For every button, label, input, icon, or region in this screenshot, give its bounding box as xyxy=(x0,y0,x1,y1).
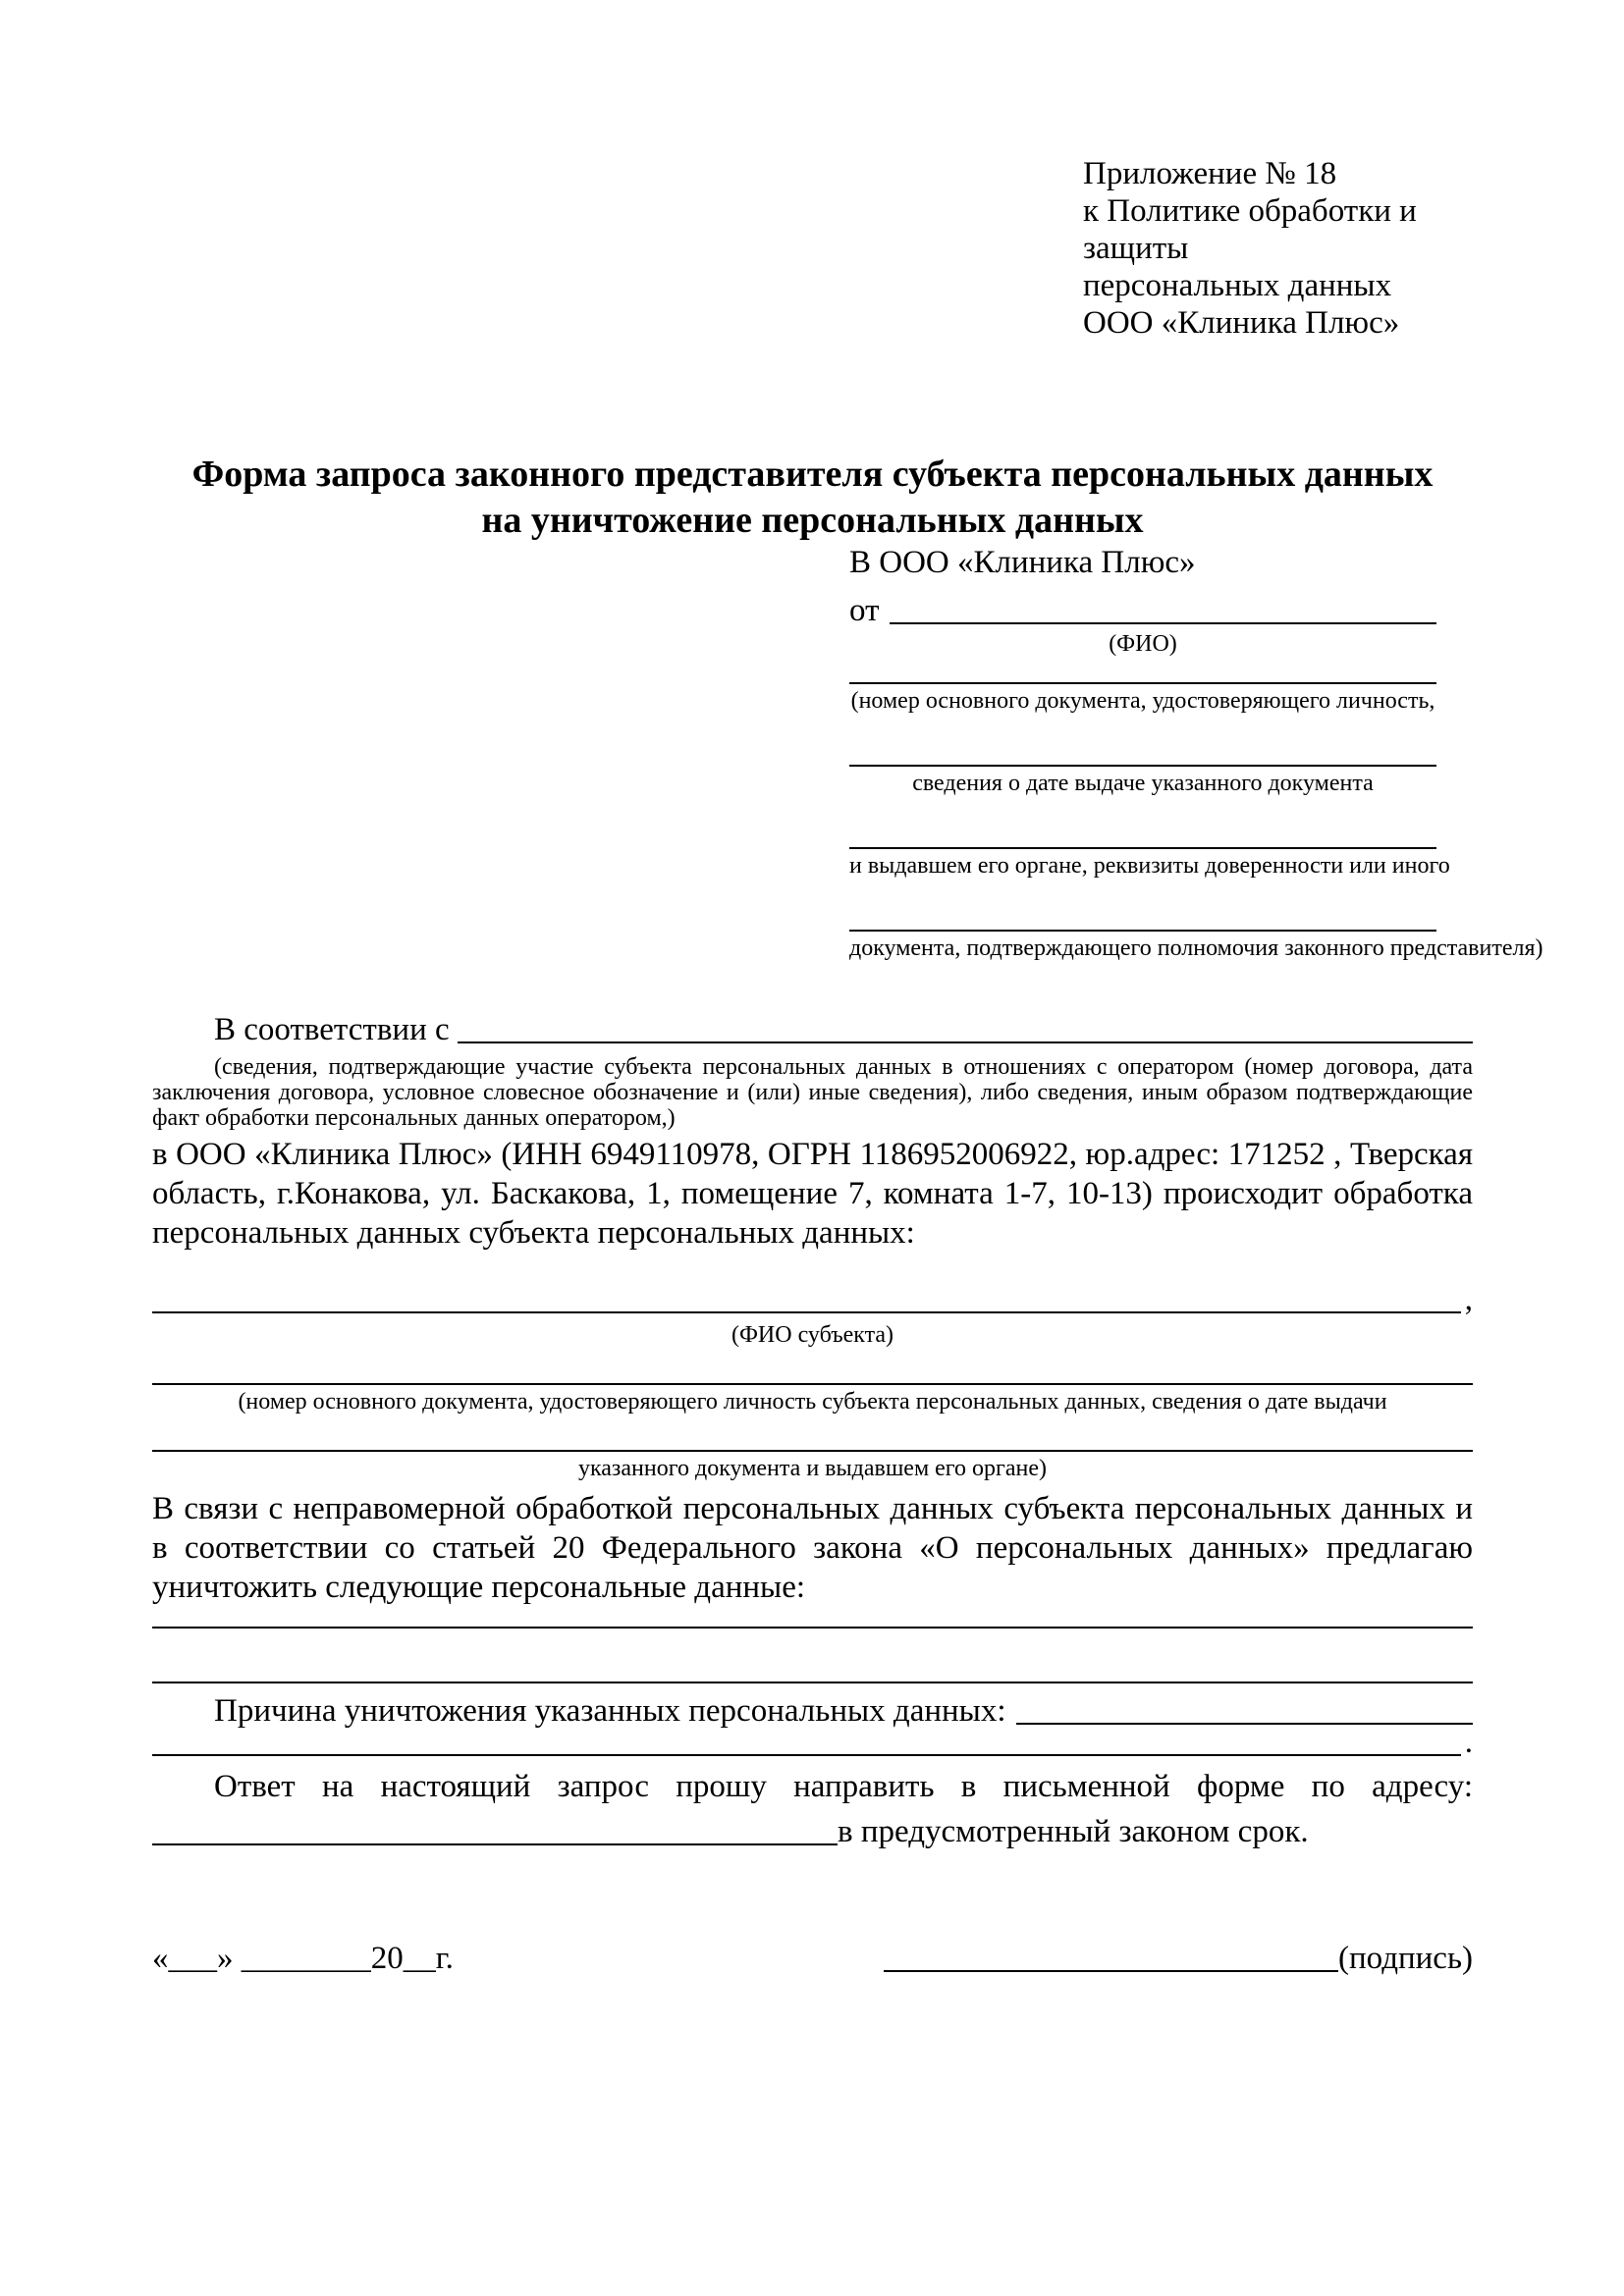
subject-doc-caption-2: указанного документа и выдавшем его органе) xyxy=(577,1456,1048,1481)
signature-write-in-line xyxy=(884,1970,1338,1972)
according-label: В соответствии с xyxy=(214,1012,450,1047)
fine-print: (сведения, подтверждающие участие субъекта персональных данных в отношениях с оператором (номер договора, дата заключения договора, условное словесное обозначение и (или) иные сведения), либо сведения, иным образом подтверждающие факт обработки персональных данных оператором,) xyxy=(152,1054,1473,1131)
write-in-line xyxy=(849,659,1436,684)
document-title-line1: Форма запроса законного представителя субъекта персональных данных xyxy=(191,454,1434,495)
answer-paragraph: Ответ на настоящий запрос прошу направить в письменной форме по адресу: xyxy=(214,1769,1473,1804)
document-title-line2: на уничтожение персональных данных xyxy=(481,500,1144,541)
subject-fio-write-in-line xyxy=(152,1311,1461,1313)
subject-doc-caption-1: (номер основного документа, удостоверяющего личность субъекта персональных данных, сведения о дате выдачи xyxy=(238,1389,1387,1415)
according-row xyxy=(152,1012,1473,1048)
data-write-in-line2 xyxy=(152,1629,1473,1683)
subject-fio-row xyxy=(152,1282,1473,1318)
trailing-comma: , xyxy=(1464,1282,1473,1317)
data-write-in-line xyxy=(152,1607,1473,1629)
annex-policy-line: к Политике обработки и защиты xyxy=(1083,193,1417,266)
representative-doc-group xyxy=(849,798,1450,881)
reason-continuation-row xyxy=(152,1725,1473,1761)
line-caption: сведения о дате выдаче указанного документа xyxy=(912,771,1374,796)
subject-doc-write-in-line2 xyxy=(152,1416,1473,1452)
from-label: от xyxy=(849,593,880,628)
line-caption: (номер основного документа, удостоверяющего личность, xyxy=(850,688,1435,714)
answer-address-row xyxy=(152,1814,1473,1850)
subject-fio-caption: (ФИО субъекта) xyxy=(731,1322,894,1348)
line-caption: и выдавшем его органе, реквизиты доверенности или иного xyxy=(849,853,1450,879)
write-in-line xyxy=(849,716,1436,767)
reason-label: Причина уничтожения указанных персональных данных: xyxy=(214,1693,1006,1729)
reason-row xyxy=(152,1693,1473,1730)
addressee-company: В ООО «Клиника Плюс» xyxy=(849,545,1196,580)
trailing-period: . xyxy=(1464,1725,1473,1760)
representative-doc-group xyxy=(849,881,1543,963)
from-row xyxy=(849,593,1436,629)
according-write-in-line xyxy=(458,1041,1473,1043)
answer-tail: в предусмотренный законом срок. xyxy=(838,1814,1309,1849)
subject-doc-write-in-line xyxy=(152,1350,1473,1385)
write-in-line xyxy=(849,881,1436,932)
signature-area xyxy=(884,1941,1473,1977)
address-write-in-line xyxy=(152,1843,838,1845)
representative-doc-group xyxy=(849,716,1436,798)
date-line: «___» ________20__г. xyxy=(152,1941,454,1976)
annex-number: Приложение № 18 xyxy=(1083,156,1337,191)
annex-header xyxy=(1083,155,1473,342)
fio-caption: (ФИО) xyxy=(1109,631,1177,657)
line-caption: документа, подтверждающего полномочия законного представителя) xyxy=(849,935,1543,961)
reason-write-in-line2 xyxy=(152,1754,1461,1756)
from-write-in-line xyxy=(890,622,1437,624)
write-in-line xyxy=(849,798,1436,849)
destroy-paragraph: В связи с неправомерной обработкой персональных данных субъекта персональных данных и в соответствии со статьей 20 Федерального закона «О персональных данных» предлагаю уничтожить следующие персональные данные: xyxy=(152,1491,1473,1605)
signature-row xyxy=(152,1941,1473,1977)
operator-paragraph: в ООО «Клиника Плюс» (ИНН 6949110978, ОГРН 1186952006922, юр.адрес: 171252 , Тверская область, г.Конакова, ул. Баскакова, 1, помещение 7, комната 1-7, 10-13) происходит обработка персональных данных субъекта персональных данных: xyxy=(152,1137,1473,1251)
signature-caption: (подпись) xyxy=(1338,1941,1473,1976)
annex-policy-line2: персональных данных xyxy=(1083,268,1392,303)
representative-doc-group xyxy=(849,659,1436,716)
annex-company: ООО «Клиника Плюс» xyxy=(1083,305,1400,341)
reason-write-in-line xyxy=(1016,1723,1473,1725)
addressee-block xyxy=(849,544,1543,963)
document-title xyxy=(152,452,1473,544)
